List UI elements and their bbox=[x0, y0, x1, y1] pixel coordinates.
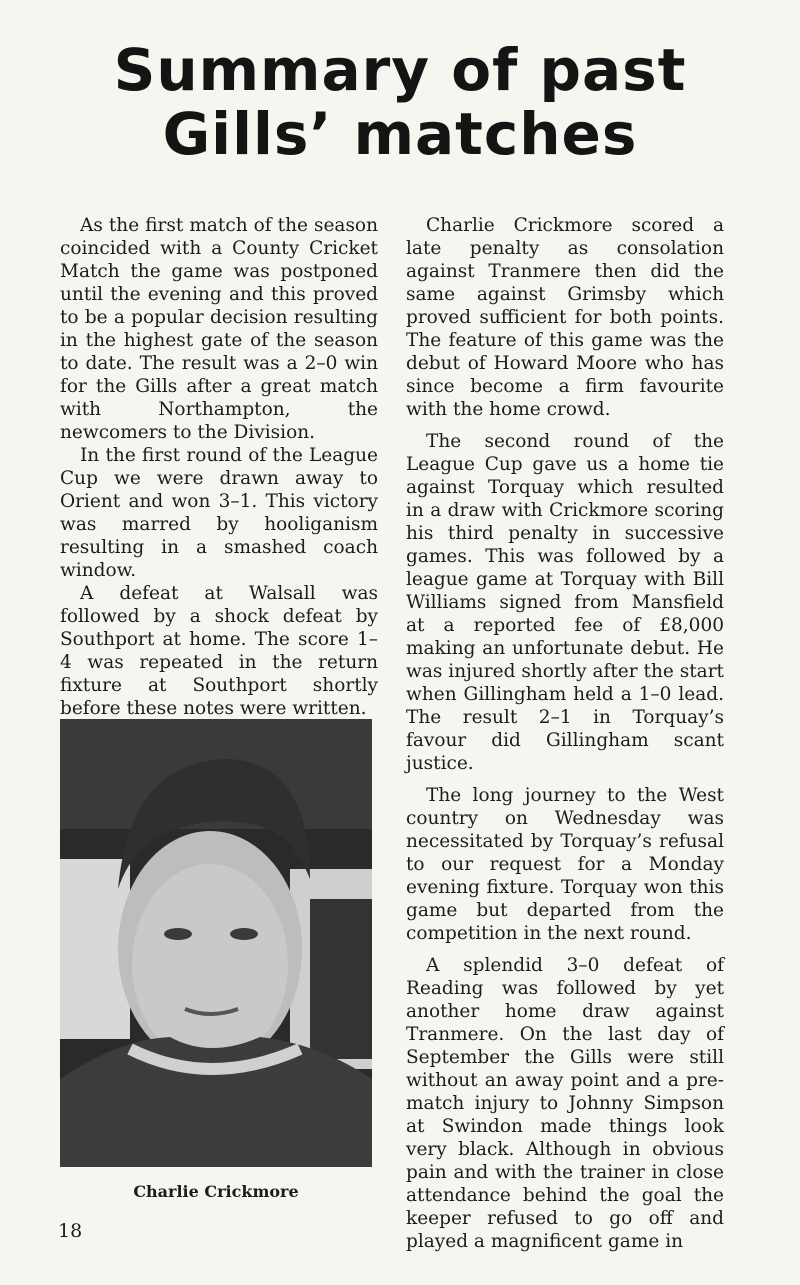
paragraph: A splendid 3–0 defeat of Reading was followed by yet another home draw against Tranmere. On the last day of September the Gills were still without an away point and a pre-match injury to Johnny Simpson at Swindon made things look very black. Although in obvious pain and with the trainer in close attendance behind the goal the keeper refused to go off and played a magnificent game in bbox=[406, 955, 724, 1252]
portrait-illustration bbox=[60, 719, 372, 1167]
page-title bbox=[0, 38, 800, 166]
right-column bbox=[406, 214, 724, 1262]
paragraph: As the first match of the season coincided with a County Cricket Match the game was postponed until the evening and this proved to be a popular decision resulting in the highest gate of the season to date. The result was a 2–0 win for the Gills after a great match with Northampton, the newcomers to the Division. bbox=[60, 215, 378, 443]
title-line-1: Summary of past bbox=[113, 36, 687, 104]
paragraph: A defeat at Walsall was followed by a shock defeat by Southport at home. The score 1–4 was repeated in the return fixture at Southport shortly before these notes were written. bbox=[60, 583, 378, 719]
paragraph: Charlie Crickmore scored a late penalty as consolation against Tranmere then did the same against Grimsby which proved sufficient for both points. The feature of this game was the debut of Howard Moore who has since become a firm favourite with the home crowd. bbox=[406, 215, 724, 420]
paragraph: The long journey to the West country on Wednesday was necessitated by Torquay’s refusal to our request for a Monday evening fixture. Torquay won this game but departed from the competition in the next round. bbox=[406, 785, 724, 944]
photo-caption: Charlie Crickmore bbox=[133, 1182, 299, 1201]
page-number: 18 bbox=[58, 1220, 83, 1242]
left-column bbox=[60, 214, 378, 720]
player-photo bbox=[60, 719, 372, 1167]
paragraph: The second round of the League Cup gave us a home tie against Torquay which resulted in a draw with Crickmore scoring his third penalty in successive games. This was followed by a league game at Torquay with Bill Williams signed from Mansfield at a reported fee of £8,000 making an unfortunate debut. He was injured shortly after the start when Gillingham held a 1–0 lead. The result 2–1 in Torquay’s favour did Gillingham scant justice. bbox=[406, 431, 724, 774]
title-line-2: Gills’ matches bbox=[162, 100, 638, 168]
paragraph: In the first round of the League Cup we were drawn away to Orient and won 3–1. This victory was marred by hooliganism resulting in a smashed coach window. bbox=[60, 445, 378, 581]
